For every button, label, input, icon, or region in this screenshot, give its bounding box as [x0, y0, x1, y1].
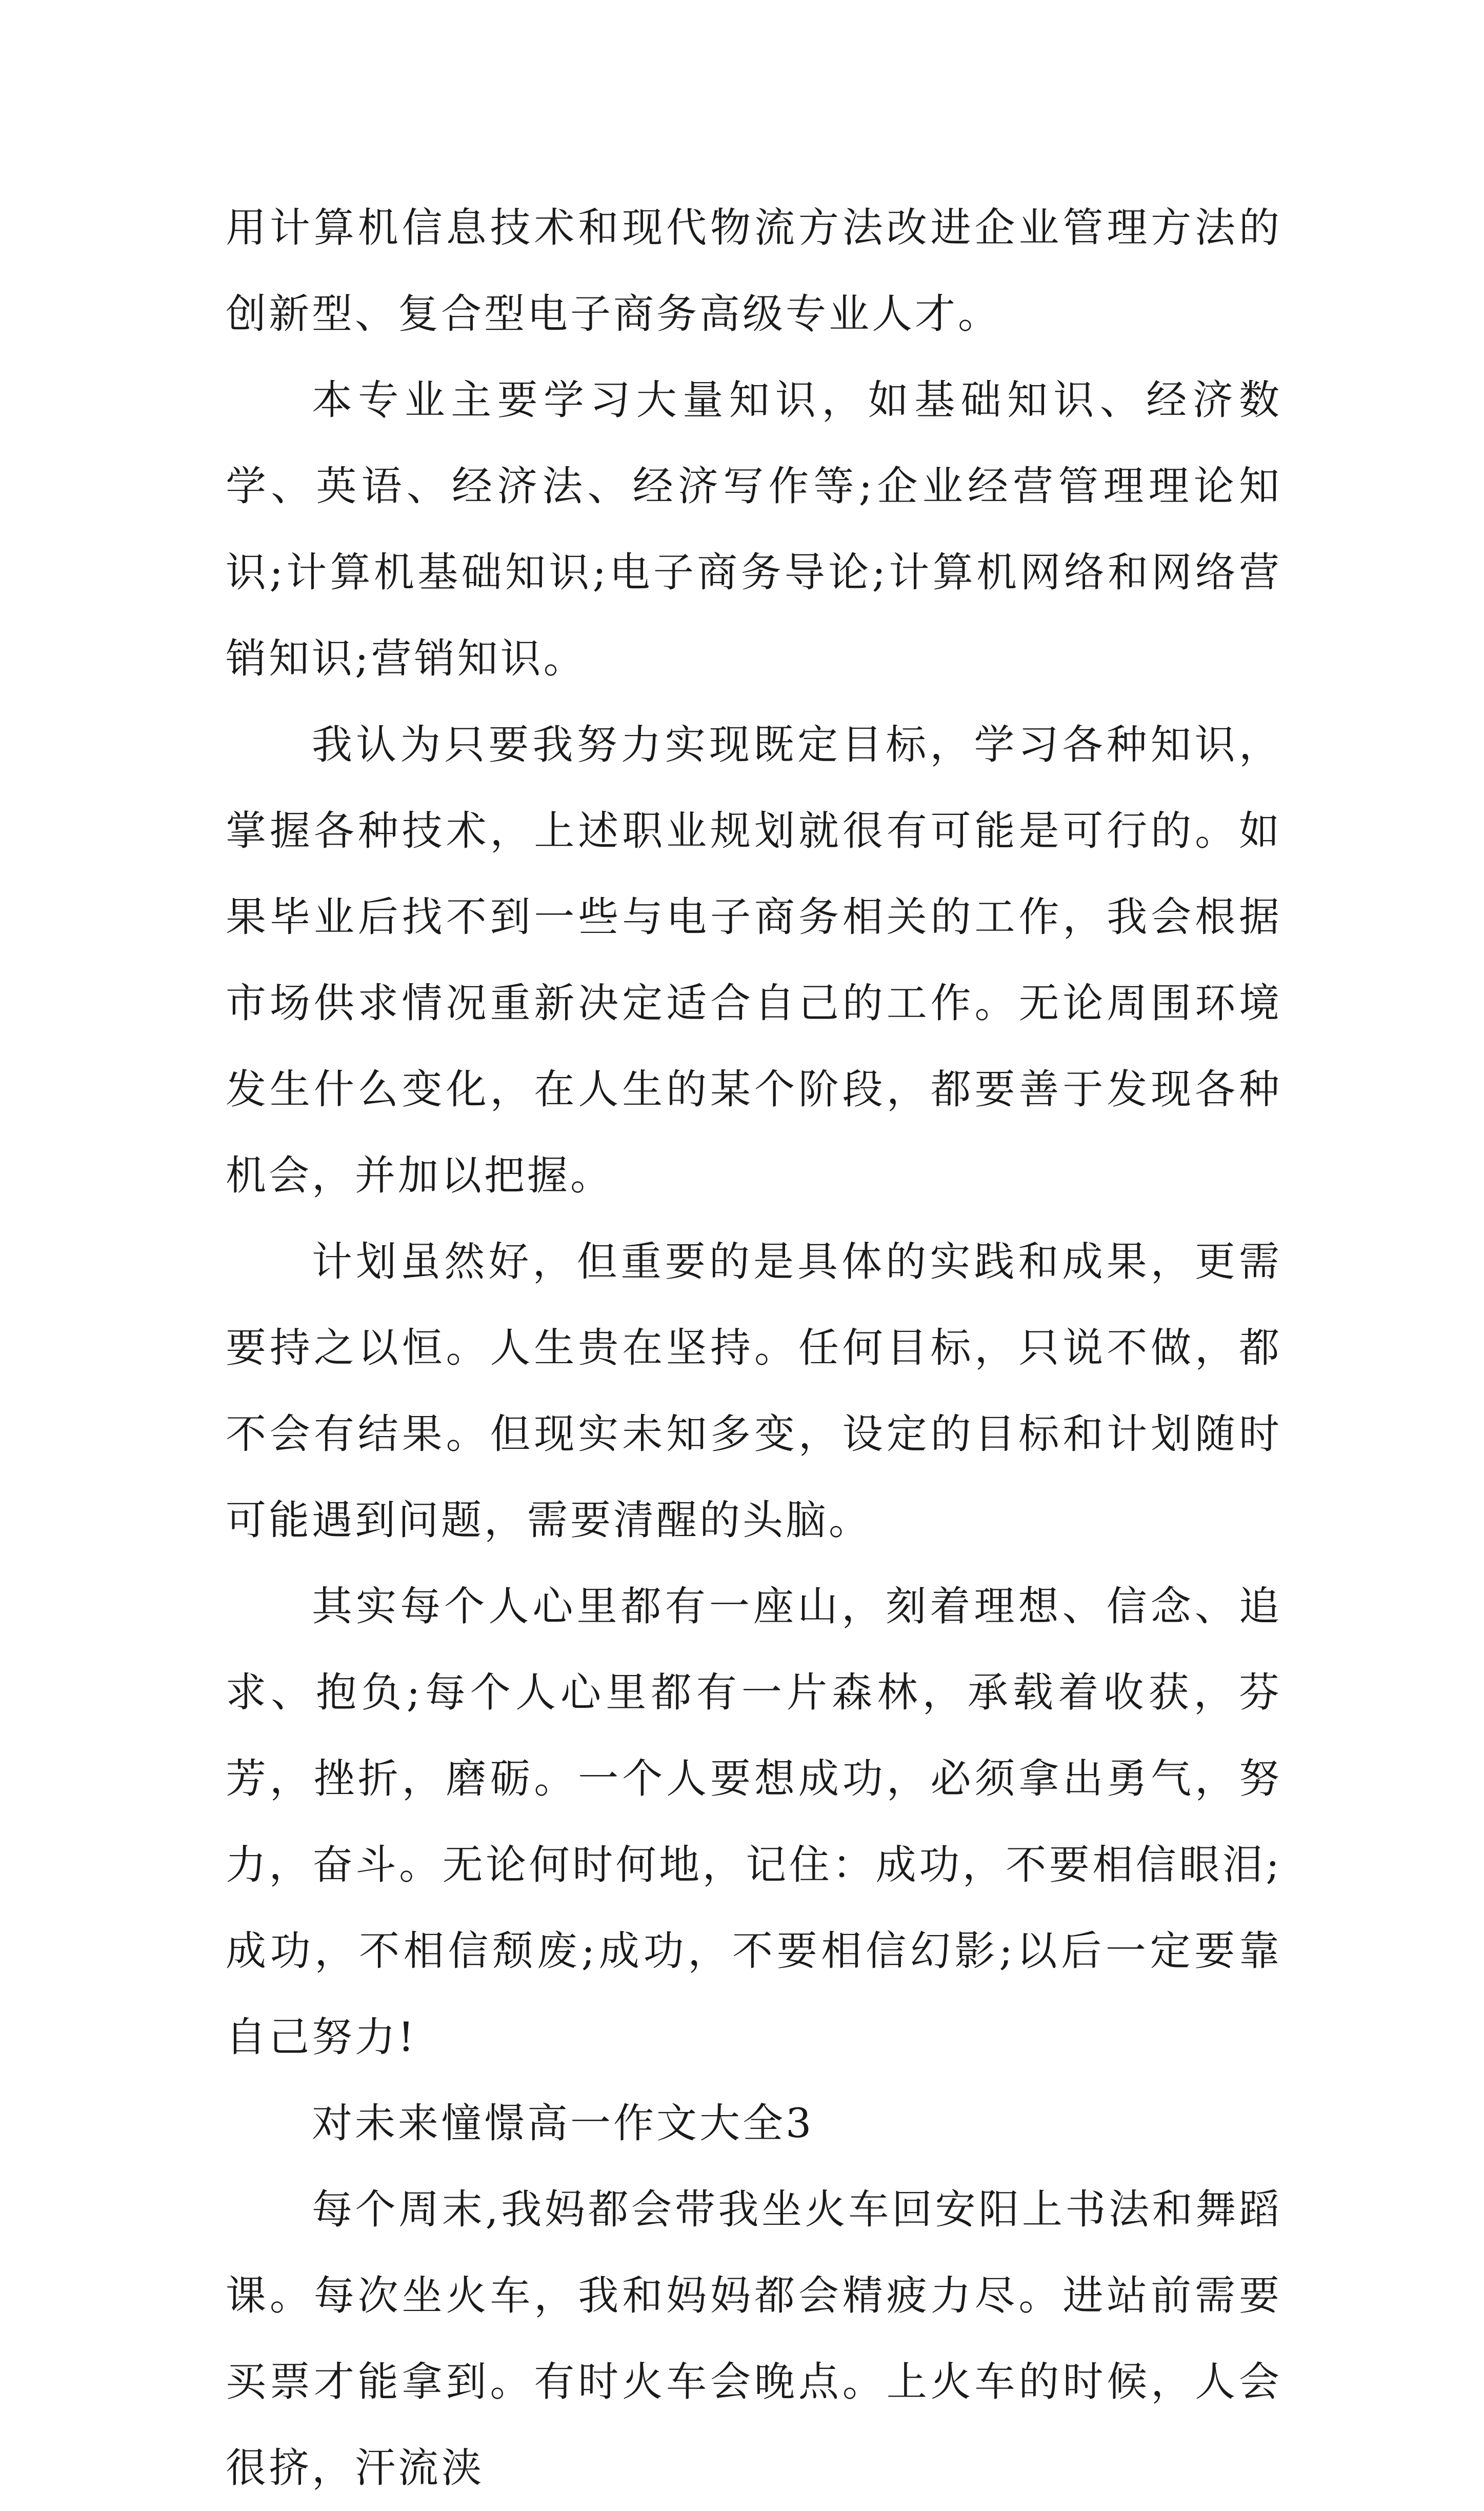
paragraph-curriculum: 本专业主要学习大量知识，如基础知识、经济数学、英语、经济法、经济写作等;企业经营管理理论知识;计算机基础知识;电子商务导论;计算机网络和网络营销知识;营销知识。	[226, 376, 1282, 682]
paragraph-weekend-train: 每个周末,我妈都会带我坐火车回安阳上书法和舞蹈课。每次坐火车，我和妈妈都会精疲力尽。进站前需要买票才能拿到。有时火车会晚点。上火车的时候，人会很挤，汗流浃	[226, 2186, 1282, 2492]
paragraph-persistence: 计划虽然好，但重要的是具体的实践和成果，更需要持之以恒。人生贵在坚持。任何目标，只说不做，都不会有结果。但现实未知多变，设定的目标和计划随时可能遇到问题，需要清醒的头脑。	[226, 1238, 1282, 1544]
document-body	[226, 185, 1282, 2511]
paragraph-continuation: 用计算机信息技术和现代物流方法改进企业管理方法的创新型、复合型电子商务高级专业人才。	[226, 204, 1282, 337]
paragraph-career-plan: 我认为只要我努力实现既定目标，学习各种知识，掌握各种技术，上述职业规划就很有可能是可行的。如果毕业后找不到一些与电子商务相关的工作，我会根据市场供求情况重新决定适合自己的工作。无论周围环境发生什么变化，在人生的某个阶段，都要善于发现各种机会，并加以把握。	[226, 721, 1282, 1199]
paragraph-mountain: 其实每个人心里都有一座山，刻着理想、信念、追求、抱负;每个人心里都有一片森林，承载着收获，芬芳，挫折，磨砺。一个人要想成功，必须拿出勇气，努力，奋斗。无论何时何地，记住：成功，不要相信眼泪;成功，不相信颓废;成功，不要相信幻影;以后一定要靠自己努力!	[226, 1583, 1282, 2061]
section-heading: 对未来憧憬高一作文大全3	[312, 2100, 814, 2147]
